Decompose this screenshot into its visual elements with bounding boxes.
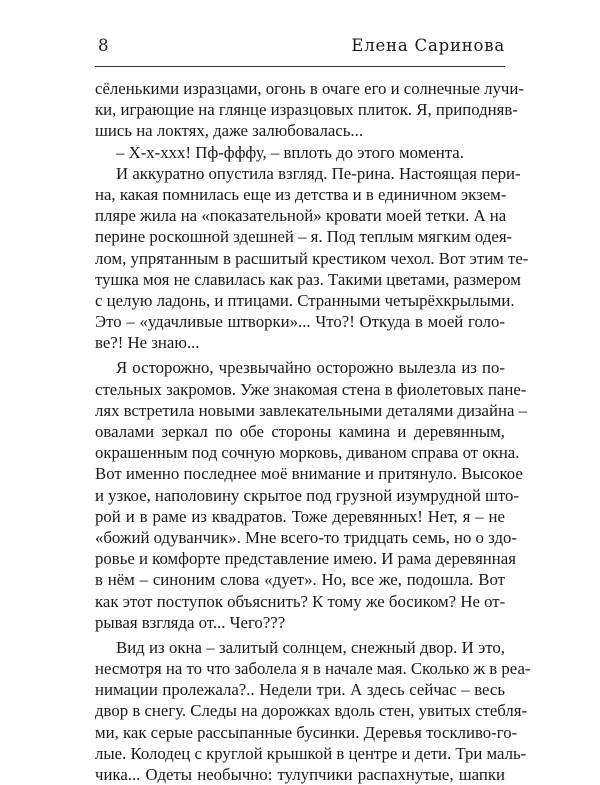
text-line: ровье и комфорте представление имею. И рама деревянная bbox=[95, 549, 516, 569]
text-line: и узкое, наполовину скрытое под грузной изумрудной што- bbox=[95, 485, 520, 505]
text-line: окрашенным под сочную морковь, диваном справа от окна. bbox=[95, 443, 520, 463]
text-line: Вот именно последнее моё внимание и притянуло. Высокое bbox=[95, 464, 523, 484]
text-line: лые. Колодец с круглой крышкой в центре и дети. Три маль- bbox=[95, 743, 527, 763]
text-line: на, какая помнилась еще из детства и в единичном экзем- bbox=[95, 184, 507, 204]
text-line: стельных закромов. Уже знакомая стена в фиолетовых пане- bbox=[95, 379, 527, 399]
page-number: 8 bbox=[98, 36, 109, 55]
text-line: с целую ладонь, и птицами. Странными четырёхкрылыми. bbox=[95, 290, 515, 310]
text-line: в нём – синоним слова «дует». Но, все же, подошла. Вот bbox=[95, 570, 505, 590]
text-line: шись на локтях, даже залюбовалась... bbox=[95, 121, 364, 141]
text-line: перине роскошной здешней – я. Под теплым мягким одея- bbox=[95, 227, 513, 247]
text-line: лом, упрятанным в расшитый крестиком чехол. Вот этим те- bbox=[95, 248, 529, 268]
text-line: ки, играющие на глянце изразцовых плиток. Я, приподняв- bbox=[95, 100, 518, 120]
text-line: ми, как серые рассыпанные бусинки. Деревья тоскливо-го- bbox=[95, 722, 518, 742]
text-line: «божий одуванчик». Мне всего-то тридцать семь, но о здо- bbox=[95, 527, 517, 547]
text-line: Вид из окна – залитый солнцем, снежный двор. И это, bbox=[116, 637, 505, 657]
text-line: двор в снегу. Следы на дорожках вдоль стен, увитых стебля- bbox=[95, 701, 528, 721]
text-line: как этот поступок объяснить? К тому же босиком? Не от- bbox=[95, 591, 506, 611]
text-line: – Х-х-ххх! Пф-фффу, – вплоть до этого момента. bbox=[116, 142, 464, 162]
body-text bbox=[95, 78, 531, 785]
text-line: чика... Одеты необычно: тулупчики распахнутые, шапки bbox=[95, 765, 505, 784]
header-rule bbox=[95, 66, 505, 67]
text-line: рывая взгляда от... Чего??? bbox=[95, 612, 286, 632]
text-line: пляре жила на «показательной» кровати моей тетки. А на bbox=[95, 206, 507, 226]
text-line: тушка моя не славилась как раз. Такими цветами, размером bbox=[95, 269, 521, 289]
text-line: Это – «удачливые штворки»... Что?! Откуда в моей голо- bbox=[95, 312, 505, 332]
text-line: И аккуратно опустила взгляд. Пе-рина. Настоящая пери- bbox=[116, 163, 521, 183]
text-line: сёленькими изразцами, огонь в очаге его и солнечные лучи- bbox=[95, 79, 524, 98]
text-line: лях встретила новыми завлекательными деталями дизайна – bbox=[95, 400, 528, 420]
text-line: рой и в раме из квадратов. Тоже деревянных! Нет, я – не bbox=[95, 506, 505, 526]
text-line: овалами зеркал по обе стороны камина и деревянным, bbox=[95, 422, 505, 441]
text-line: несмотря на то что заболела я в начале мая. Сколько ж в реа- bbox=[95, 659, 531, 679]
author-name: Елена Саринова bbox=[351, 36, 505, 55]
text-line: нимации пролежала?.. Недели три. А здесь сейчас – весь bbox=[95, 680, 505, 700]
text-line: ве?! Не знаю... bbox=[95, 333, 200, 353]
text-line: Я осторожно, чрезвычайно осторожно вылезла из по- bbox=[116, 358, 505, 378]
